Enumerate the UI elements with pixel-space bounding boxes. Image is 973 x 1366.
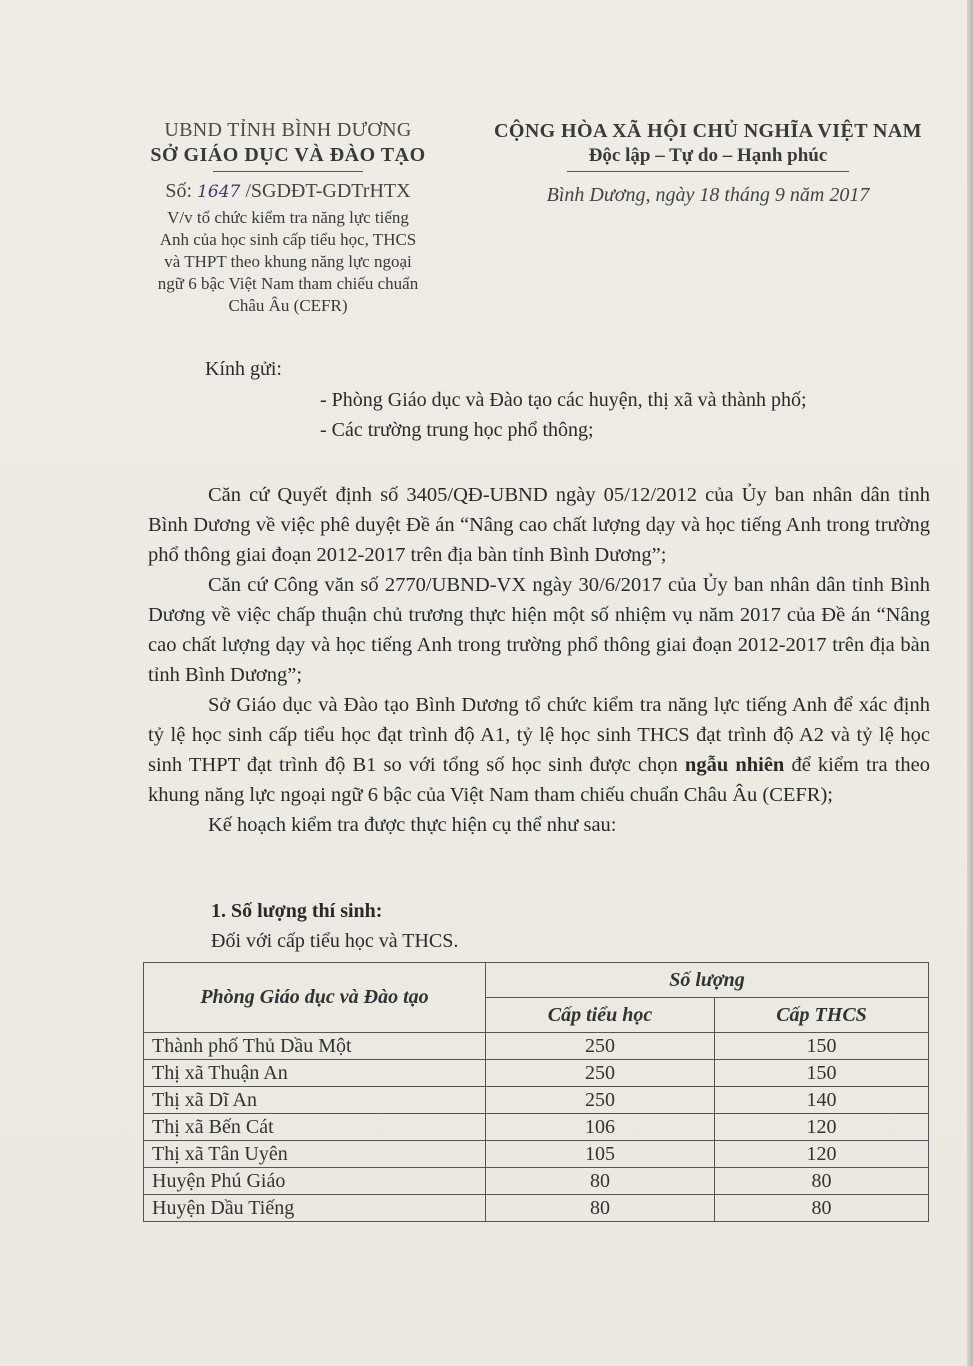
primary-cell: 106	[486, 1114, 715, 1141]
header-quantity: Số lượng	[486, 963, 929, 998]
document-body	[148, 480, 930, 840]
unit-cell: Thị xã Dĩ An	[144, 1087, 486, 1114]
paragraph-4: Kế hoạch kiểm tra được thực hiện cụ thể như sau:	[208, 814, 617, 836]
recipient-1: - Phòng Giáo dục và Đào tạo các huyện, thị xã và thành phố;	[320, 389, 807, 411]
number-prefix: Số:	[165, 180, 193, 202]
paragraph-3	[148, 690, 930, 810]
secondary-cell: 120	[715, 1114, 929, 1141]
table-row	[144, 1195, 929, 1222]
subject-line-3: và THPT theo khung năng lực ngoại	[164, 252, 412, 271]
unit-cell: Huyện Phú Giáo	[144, 1168, 486, 1195]
header-secondary: Cấp THCS	[715, 998, 929, 1033]
secondary-cell: 80	[715, 1195, 929, 1222]
header-primary: Cấp tiểu học	[486, 998, 715, 1033]
paragraph-3-start: Sở Giáo dục và Đào tạo Bình Dương tổ chức kiểm tra năng lực tiếng Anh để xác định tỷ lệ học sinh cấp tiểu học đạt trình độ A1, tỷ lệ học sinh THCS đạt trình độ A2 và tỷ lệ học sinh THPT đạt trình độ B1 so với tổng số học sinh được chọn	[148, 694, 930, 776]
header-right	[452, 118, 964, 208]
secondary-cell: 140	[715, 1087, 929, 1114]
subject-line-2: Anh của học sinh cấp tiểu học, THCS	[159, 230, 417, 249]
subject-line	[108, 207, 468, 317]
subject-line-4: ngữ 6 bậc Việt Nam tham chiếu chuẩn	[157, 274, 419, 293]
primary-cell: 80	[486, 1195, 715, 1222]
recipient-2: - Các trường trung học phổ thông;	[320, 419, 594, 441]
section-1-subtitle: Đối với cấp tiểu học và THCS.	[211, 930, 459, 952]
table-row	[144, 1060, 929, 1087]
number-suffix: /SGDĐT-GDTrHTX	[245, 180, 411, 202]
document-number	[108, 178, 468, 205]
unit-cell: Thị xã Bến Cát	[144, 1114, 486, 1141]
primary-cell: 105	[486, 1141, 715, 1168]
greeting: Kính gửi:	[205, 358, 282, 380]
agency-name: UBND TỈNH BÌNH DƯƠNG	[164, 119, 412, 141]
unit-cell: Thành phố Thủ Dầu Một	[144, 1033, 486, 1060]
table-header-row	[144, 963, 929, 998]
table-row	[144, 1087, 929, 1114]
primary-cell: 250	[486, 1060, 715, 1087]
unit-cell: Huyện Dầu Tiếng	[144, 1195, 486, 1222]
page-edge-shadow	[967, 0, 973, 1366]
secondary-cell: 150	[715, 1060, 929, 1087]
secondary-cell: 150	[715, 1033, 929, 1060]
country-name: CỘNG HÒA XÃ HỘI CHỦ NGHĨA VIỆT NAM	[494, 120, 922, 142]
paragraph-2: Căn cứ Công văn số 2770/UBND-VX ngày 30/6/2017 của Ủy ban nhân dân tỉnh Bình Dương về việc chấp thuận chủ trương thực hiện một số nhiệm vụ năm 2017 của Đề án “Nâng cao chất lượng dạy và học tiếng Anh trong trường phổ thông giai đoạn 2012-2017 trên địa bàn tỉnh Bình Dương”;	[148, 574, 930, 686]
national-motto: Độc lập – Tự do – Hạnh phúc	[588, 145, 828, 166]
document-date: Bình Dương, ngày 18 tháng 9 năm 2017	[546, 184, 870, 206]
header-left	[108, 118, 468, 317]
primary-cell: 250	[486, 1087, 715, 1114]
secondary-cell: 80	[715, 1168, 929, 1195]
motto-underline	[567, 171, 849, 172]
department-name: SỞ GIÁO DỤC VÀ ĐÀO TẠO	[150, 144, 426, 166]
primary-cell: 80	[486, 1168, 715, 1195]
unit-cell: Thị xã Tân Uyên	[144, 1141, 486, 1168]
candidate-count-table	[143, 962, 929, 1222]
section-heading-1: 1. Số lượng thí sinh:	[211, 900, 383, 922]
paragraph-1: Căn cứ Quyết định số 3405/QĐ-UBND ngày 05/12/2012 của Ủy ban nhân dân tỉnh Bình Dương về việc phê duyệt Đề án “Nâng cao chất lượng dạy và học tiếng Anh trong trường phổ thông giai đoạn 2012-2017 trên địa bàn tỉnh Bình Dương”;	[148, 484, 930, 566]
primary-cell: 250	[486, 1033, 715, 1060]
secondary-cell: 120	[715, 1141, 929, 1168]
table-row	[144, 1114, 929, 1141]
paragraph-3-end: để kiểm tra theo khung năng lực ngoại ngữ 6 bậc của Việt Nam tham chiếu chuẩn Châu Âu (CEFR);	[148, 754, 930, 806]
unit-cell: Thị xã Thuận An	[144, 1060, 486, 1087]
header-unit: Phòng Giáo dục và Đào tạo	[144, 963, 486, 1033]
subject-line-5: Châu Âu (CEFR)	[228, 296, 348, 315]
table-row	[144, 1033, 929, 1060]
table-row	[144, 1141, 929, 1168]
table-row	[144, 1168, 929, 1195]
paragraph-3-bold: ngẫu nhiên	[684, 754, 785, 776]
number-handwritten: 1647	[197, 182, 241, 202]
subject-line-1: V/v tổ chức kiểm tra năng lực tiếng	[167, 208, 409, 227]
header-left-underline	[213, 171, 363, 172]
